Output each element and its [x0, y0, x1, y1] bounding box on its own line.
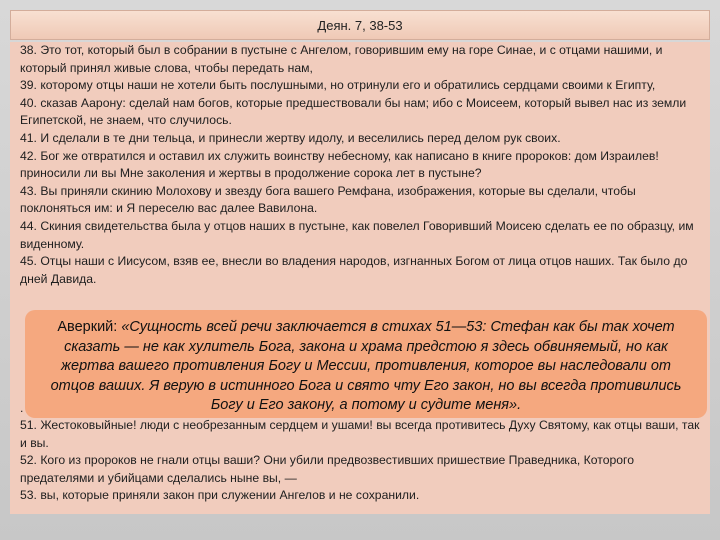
- hidden-verse-fragment: .: [20, 401, 24, 415]
- scripture-panel: [10, 42, 710, 514]
- verse-38: 38. Это тот, который был в собрании в пустыне с Ангелом, говорившим ему на горе Синае, и с отцами нашими, и который принял живые слова, чтобы передать нам,: [20, 43, 663, 75]
- verse-43: 43. Вы приняли скинию Молохову и звезду бога вашего Ремфана, изображения, которые вы сделали, чтобы поклоняться им: и Я переселю вас далее Вавилона.: [20, 183, 636, 216]
- commentary-quote: «Сущность всей речи заключается в стихах 51—53: Стефан как бы так хочет сказать — не как хулитель Бога, закона и храма предстою я здесь обвиняемый, но как жертва вашего противления Богу и Мессии, противления, которое вы наследовали от отцов ваших. Я верую в истинного Бога и свято чту Его закон, но вы всегда противились Богу и Его закону, а потому и судите меня».: [50, 319, 682, 414]
- title-bar: [10, 10, 710, 40]
- verse-52: 52. Кого из пророков не гнали отцы ваши? Они убили предвозвестивших пришествие Праведника, Которого предателями и убийцами сделались ныне вы, —: [20, 453, 634, 485]
- page-title: Деян. 7, 38-53: [317, 17, 403, 33]
- verses-top: [20, 42, 705, 288]
- commentary-callout: [25, 310, 707, 418]
- verses-bottom: [20, 417, 705, 505]
- verse-40: 40. сказав Аарону: сделай нам богов, которые предшествовали бы нам; ибо с Моисеем, который вывел нас из земли Египетской, не знаем, что случилось.: [20, 95, 687, 128]
- verse-53: 53. вы, которые приняли закон при служении Ангелов и не сохранили.: [20, 488, 420, 503]
- commentary-author: Аверкий:: [57, 319, 118, 335]
- verse-41: 41. И сделали в те дни тельца, и принесли жертву идолу, и веселились перед делом рук своих.: [20, 130, 561, 145]
- verse-45: 45. Отцы наши с Иисусом, взяв ее, внесли во владения народов, изгнанных Богом от лица отцов наших. Так было до дней Давида.: [20, 254, 688, 286]
- verse-42: 42. Бог же отвратился и оставил их служить воинству небесному, как написано в книге пророков: дом Израилев! приносили ли вы Мне заколения и жертвы в продолжение сорока лет в пустыне?: [20, 148, 659, 181]
- verse-51: 51. Жестоковыйные! люди с необрезанным сердцем и ушами! вы всегда противитесь Духу Святому, как отцы ваши, так и вы.: [20, 418, 700, 450]
- verse-44: 44. Скиния свидетельства была у отцов наших в пустыне, как повелел Говоривший Моисею сделать ее по образцу, им виденному.: [20, 218, 694, 251]
- verse-39: 39. которому отцы наши не хотели быть послушными, но отринули его и обратились сердцами своими к Египту,: [20, 78, 656, 93]
